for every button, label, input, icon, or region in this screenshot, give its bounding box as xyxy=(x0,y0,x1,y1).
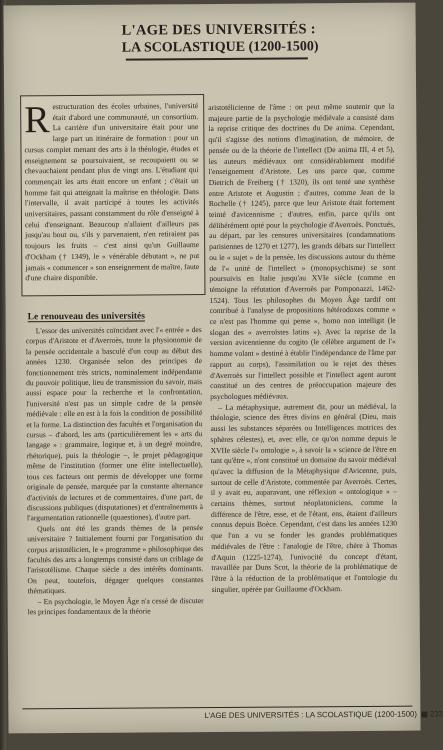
footer-bullet-icon xyxy=(421,711,427,717)
section-heading: Le renouveau des universités xyxy=(27,311,145,323)
paragraph: – La métaphysique, autrement dit, pour un médiéval, la théologie, science des êtres divins en général (Dieu, mais aussi les substances séparées ou Intelligences motrices des sphères célestes), et, avec elle, ce qu'on nomme depuis le XVIIe siècle l'« ontologie », à savoir la « science de l'être en tant qu'être », n'ont constitué un domaine du savoir médiéval qu'avec la diffusion de la Métaphysique d'Avicenne, puis, surtout de celle d'Aristote, commentée par Averroès. Certes, il y avait eu, auparavant, une réflexion « ontologique » – certains thèmes, surtout néoplatoniciens, comme la différence de l'être, esse, et de l'étant, ens, étaient d'ailleurs connus depuis Boèce. Cependant, c'est dans les années 1230 que l'on a vu se fonder les grandes problématiques médiévales de l'être : l'analogie de l'être, chère à Thomas d'Aquin (1225-1274), l'univocité du concept d'étant, travaillée par Duns Scot, la théorie de la problématique de l'être à la réduction de la problématique et l'ontologie du singulier, opérée par Guillaume d'Ockham. xyxy=(210,401,398,594)
paragraph: Quels ont été les grands thèmes de la pensée universitaire ? Initialement fourni par l'organisation du corpus aristotélicien, le « programme » philosophique des facultés des arts a longtemps consisté dans un criblage de l'aristotélisme. Chaque siècle a des intérêts dominants. On peut, toutefois, dégager quelques constantes thématiques. xyxy=(27,522,204,596)
chapter-title-line-2: LA SCOLASTIQUE (1200-1500) xyxy=(121,39,319,56)
intro-paragraph: estructuration des écoles urbaines, l'université était d'abord une communauté, un consortium. La carrière d'un universitaire était pour une large part un itinéraire de formation : pour un cursus complet menant des arts à la théologie, études et enseignement se poursuivaient, se recoupaient ou se chevauchaient pendant plus de vingt ans. L'étudiant qui commençait les arts était encore un enfant ; c'était un homme fait qui atteignait la maîtrise en théologie. Dans l'intervalle, il avait participé à toutes les activités universitaires, passant constamment du rôle d'enseigné à celui d'enseignant. Beaucoup n'allaient d'ailleurs pas jusqu'au bout ou, s'ils y parvenaient, n'en retiraient pas toujours les fruits – c'est ainsi qu'un Guillaume d'Ockham († 1349), le « vénérable débutant », ne put jamais « commencer » son enseignement de maître, faute d'une chaire disponible. xyxy=(24,101,200,283)
paragraph: – En psychologie, le Moyen Âge n'a cessé de discuter les principes fondamentaux de la théorie xyxy=(27,595,204,617)
title-underline xyxy=(126,57,308,60)
page-number: 233 xyxy=(429,709,443,719)
drop-cap: R xyxy=(24,99,50,142)
chapter-title-line-1: L'AGE DES UNIVERSITÉS : xyxy=(121,21,316,39)
intro-box-text xyxy=(24,101,199,292)
chapter-title xyxy=(121,21,319,60)
right-column-body xyxy=(208,102,398,701)
footer-rule xyxy=(22,706,412,710)
paragraph: L'essor des universités coïncidant avec l'« entrée » des corpus d'Aristote et d'Averroès, toute la physionomie de la pensée occidentale a basculé d'un coup au début des années 1230. Organisée selon des principes de fonctionnement très stricts, nominalement indépendante du pouvoir politique, lieu de transmission du savoir, mais aussi espace pour la recherche et la confrontation, l'université n'est pas un simple cadre de la pensée médiévale : elle en est à la fois la condition de possibilité et la forme. La distinction des facultés et l'organisation du cursus – d'abord, les arts (particulièrement les « arts du langage » : grammaire, logique et, à un degré moindre, rhétorique), puis la théologie –, le projet pédagogique même de l'institution (former une élite intellectuelle), tous ces facteurs ont permis de développer une forme originale de pensée, marquée par la constante alternance d'activités de lectures et de commentaires, d'une part, de discussions publiques (disputationes) et d'entraînements à l'argumentation rationnelle (quaestiones), d'autre part. xyxy=(25,325,203,523)
left-column-body xyxy=(26,325,205,704)
book-page xyxy=(3,3,443,734)
paragraph: aristotélicienne de l'âme : on peut même soutenir que la majeure partie de la psychologie médiévale a consisté dans la reprise critique des doctrines du De anima. Cependant, qu'il s'agisse des notions d'imagination, de mémoire, de pensée ou de la théorie de l'intellect (De anima III, 4 et 5), les auteurs médiévaux ont considérablement modifié l'enseignement d'Aristote. Les uns parce que, comme Dietrich de Freiberg († 1320), ils ont tenté une synthèse entre Aristote et Augustin ; d'autres, comme Jean de la Rochelle († 1245), parce que leur Aristote était fortement teinté d'avicennisme ; d'autres, enfin, parce qu'ils ont délibérément opté pour la psychologie d'Averroès. Ponctués, au départ, par les censures universitaires (condamnations parisiennes de 1270 et 1277), les grands débats sur l'intellect ou le « sujet » de la pensée, les discussions autour du thème de l'« unité de l'intellect » (monopsychisme) se sont poursuivis en Italie jusqu'au XVIe siècle (comme en témoigne la réfutation d'Averroès par Pomponazzi, 1462-1524). Tous les philosophes du Moyen Âge tardif ont contribué à l'analyse de propositions hétérodoxes comme « ce n'est pas l'homme qui pense », homo non intelligit (le slogan des « averroïstes latins »). Avec la reprise de la version avicennienne du cogito (le célèbre argument de l'« homme volant » destiné à établir l'indépendance de l'âme par rapport au corps), l'assimilation ou le rejet des thèses d'Averroès sur l'intellect possible et l'intellect agent auront constitué un des centres de préoccupation majeure des psychologues médiévaux. xyxy=(208,101,397,401)
running-head: L'AGE DES UNIVERSITÉS : LA SCOLASTIQUE (1200-1500) xyxy=(204,709,417,721)
running-footer xyxy=(204,709,443,721)
